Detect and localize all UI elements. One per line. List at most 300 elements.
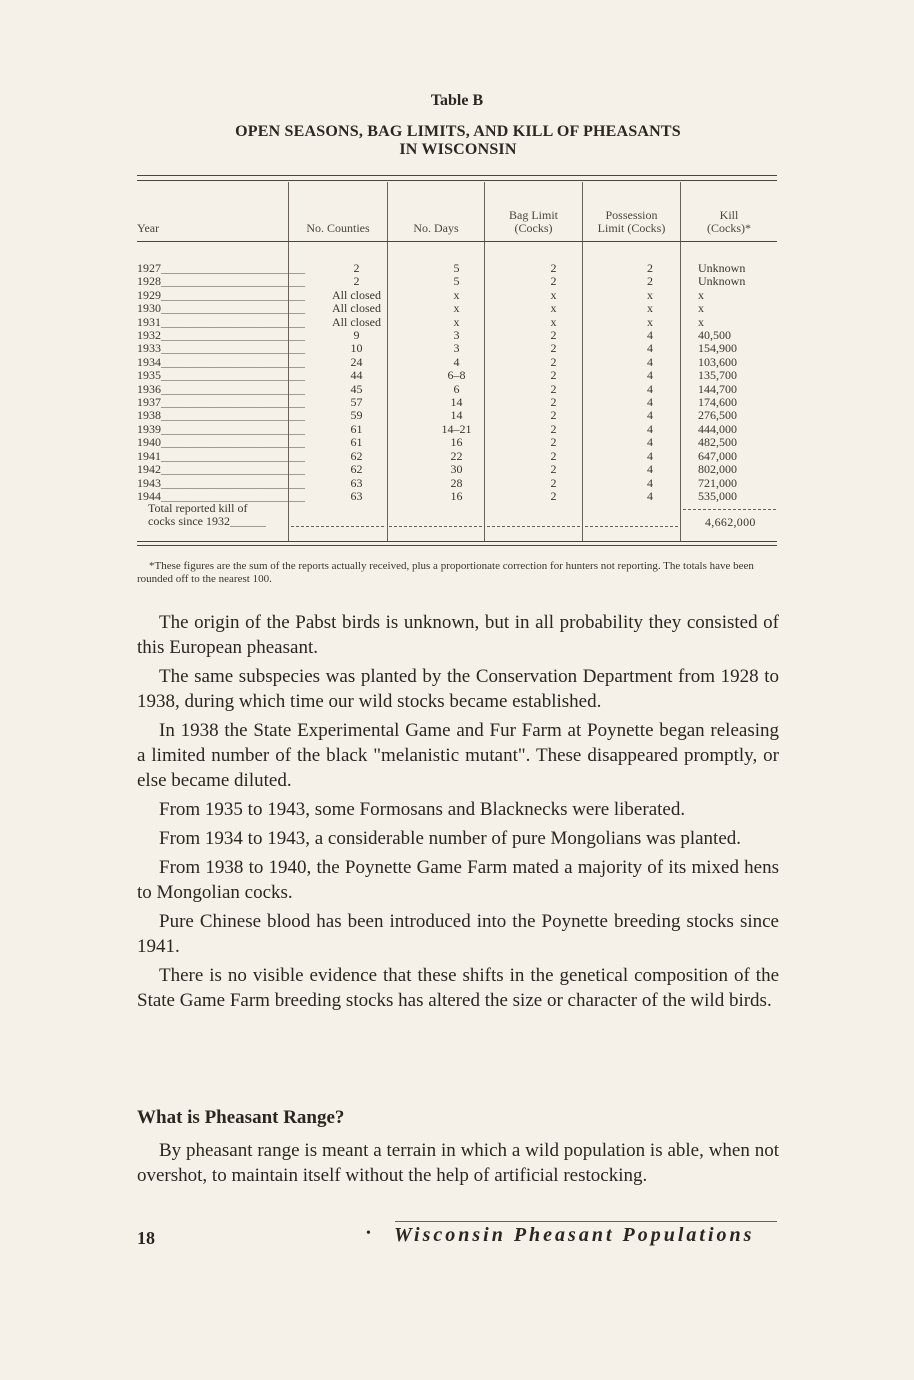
dashed-blank — [487, 526, 580, 527]
days-cell-text: 22 — [450, 448, 463, 463]
bag-limit-cell-text: 2 — [550, 328, 557, 343]
possession-limit-cell — [602, 275, 698, 288]
year-cell-text: 1939 — [137, 421, 161, 436]
table-top-rule-inner — [137, 180, 777, 181]
header-days: No. Days — [413, 221, 459, 235]
kill-cell — [698, 450, 795, 463]
counties-cell-text: 2 — [353, 274, 360, 289]
running-title: Wisconsin Pheasant Populations — [394, 1224, 755, 1246]
year-cell — [137, 356, 305, 369]
table-row — [137, 450, 795, 463]
leader-dots: ________________________ — [161, 328, 305, 343]
days-cell-text: 5 — [453, 274, 460, 289]
year-cell — [137, 316, 305, 329]
possession-limit-cell — [602, 316, 698, 329]
days-cell — [408, 329, 505, 342]
data-table — [137, 262, 795, 503]
days-cell — [408, 436, 505, 449]
possession-limit-cell — [602, 302, 698, 315]
bag-limit-cell-text: 2 — [550, 381, 557, 396]
leader-dots: ________________________ — [161, 381, 305, 396]
section-body — [137, 1138, 779, 1188]
bag-limit-cell — [505, 490, 602, 503]
bag-limit-cell-text: 2 — [550, 368, 557, 383]
paragraph: There is no visible evidence that these shifts in the genetical composition of the State Game Farm breeding stocks has altered the size or character of the wild birds. — [137, 965, 779, 1011]
year-cell — [137, 450, 305, 463]
kill-cell-text: Unknown — [698, 261, 746, 275]
kill-cell-text: 154,900 — [698, 341, 737, 356]
bag-limit-cell-text: 2 — [550, 462, 557, 477]
kill-cell — [698, 289, 795, 302]
total-label-text: cocks since 1932 — [148, 514, 230, 528]
possession-limit-cell-text: x — [647, 287, 653, 302]
counties-cell-text: 44 — [350, 368, 363, 383]
counties-cell-text: All closed — [332, 314, 381, 329]
leader-dots: ________________________ — [161, 408, 305, 423]
counties-cell — [305, 423, 408, 436]
possession-limit-cell-text: 2 — [647, 274, 653, 289]
bag-limit-cell-text: 2 — [550, 475, 557, 490]
counties-cell — [305, 490, 408, 503]
kill-cell — [698, 490, 795, 503]
days-cell — [408, 423, 505, 436]
kill-cell — [698, 369, 795, 382]
leader-dots: ______ — [229, 514, 266, 528]
year-cell — [137, 396, 305, 409]
possession-limit-cell-text: 4 — [647, 408, 653, 423]
total-label-line-2 — [148, 515, 266, 528]
leader-dots: ________________________ — [161, 462, 305, 477]
bag-limit-cell — [505, 409, 602, 422]
leader-dots: ________________________ — [161, 301, 305, 316]
days-cell — [408, 383, 505, 396]
counties-cell — [305, 289, 408, 302]
kill-cell — [698, 409, 795, 422]
paragraph: From 1934 to 1943, a considerable number of pure Mongolians was planted. — [159, 828, 742, 849]
paragraph: From 1935 to 1943, some Formosans and Blacknecks were liberated. — [159, 799, 686, 820]
kill-cell — [698, 423, 795, 436]
leader-dots: ________________________ — [161, 448, 305, 463]
counties-cell — [305, 302, 408, 315]
year-cell-text: 1942 — [137, 462, 161, 477]
year-cell — [137, 329, 305, 342]
header-bag-limit — [485, 209, 582, 235]
days-cell-text: 30 — [450, 462, 463, 477]
bag-limit-cell — [505, 450, 602, 463]
possession-limit-cell-text: 2 — [647, 261, 653, 275]
possession-limit-cell — [602, 383, 698, 396]
leader-dots: ________________________ — [161, 475, 305, 490]
days-cell — [408, 342, 505, 355]
days-cell — [408, 463, 505, 476]
days-cell-text: 14 — [450, 395, 463, 410]
table-row — [137, 329, 795, 342]
bag-limit-cell-text: 2 — [550, 488, 557, 503]
kill-cell — [698, 383, 795, 396]
days-cell-text: 3 — [453, 341, 460, 356]
days-cell-text: 6–8 — [447, 368, 466, 383]
kill-cell — [698, 329, 795, 342]
bag-limit-cell — [505, 302, 602, 315]
bag-limit-cell-text: 2 — [550, 261, 557, 275]
counties-cell — [305, 436, 408, 449]
days-cell — [408, 356, 505, 369]
paragraph: From 1938 to 1940, the Poynette Game Farm mated a majority of its mixed hens to Mongolian cocks. — [137, 857, 779, 903]
counties-cell-text: 61 — [350, 435, 363, 450]
table-row — [137, 436, 795, 449]
bag-limit-cell — [505, 262, 602, 275]
bag-limit-cell — [505, 463, 602, 476]
year-cell — [137, 262, 305, 275]
leader-dots: ________________________ — [161, 488, 305, 503]
paragraph: In 1938 the State Experimental Game and Fur Farm at Poynette began releasing a limited number of the black "melanistic mutant". These disappeared promptly, or else became diluted. — [137, 720, 779, 791]
kill-cell-text: x — [698, 314, 704, 329]
bag-limit-cell-text: x — [550, 314, 557, 329]
possession-limit-cell — [602, 356, 698, 369]
days-cell-text: 6 — [453, 381, 460, 396]
header-bag-limit-line-2: (Cocks) — [514, 221, 553, 235]
dashed-blank — [585, 526, 678, 527]
possession-limit-cell — [602, 450, 698, 463]
bag-limit-cell-text: 2 — [550, 395, 557, 410]
header-kill-line-1: Kill — [719, 208, 739, 222]
days-cell — [408, 262, 505, 275]
days-cell-text: 3 — [453, 328, 460, 343]
kill-cell-text: 444,000 — [698, 421, 737, 436]
counties-cell — [305, 275, 408, 288]
header-rule — [137, 241, 777, 242]
counties-cell — [305, 316, 408, 329]
table-row — [137, 396, 795, 409]
possession-limit-cell-text: 4 — [647, 341, 653, 356]
bag-limit-cell-text: 2 — [550, 408, 557, 423]
days-cell — [408, 409, 505, 422]
possession-limit-cell — [602, 369, 698, 382]
possession-limit-cell-text: x — [647, 301, 653, 316]
possession-limit-cell — [602, 342, 698, 355]
days-cell-text: x — [453, 314, 460, 329]
days-cell — [408, 289, 505, 302]
header-counties: No. Counties — [306, 221, 370, 235]
bag-limit-cell-text: 2 — [550, 341, 557, 356]
table-row — [137, 302, 795, 315]
possession-limit-cell — [602, 289, 698, 302]
total-value: 4,662,000 — [705, 515, 756, 529]
bag-limit-cell — [505, 316, 602, 329]
counties-cell-text: 63 — [350, 475, 363, 490]
leader-dots: ________________________ — [161, 421, 305, 436]
possession-limit-cell — [602, 329, 698, 342]
bag-limit-cell — [505, 423, 602, 436]
kill-cell-text: 647,000 — [698, 448, 737, 463]
table-title-line-2: IN WISCONSIN — [399, 141, 517, 158]
year-cell — [137, 423, 305, 436]
table-row — [137, 262, 795, 275]
section-heading: What is Pheasant Range? — [137, 1107, 345, 1128]
year-cell-text: 1936 — [137, 381, 161, 396]
counties-cell — [305, 383, 408, 396]
year-cell-text: 1929 — [137, 287, 161, 302]
possession-limit-cell-text: 4 — [647, 354, 653, 369]
year-cell-text: 1943 — [137, 475, 161, 490]
leader-dots: ________________________ — [161, 368, 305, 383]
possession-limit-cell-text: 4 — [647, 395, 653, 410]
year-cell — [137, 409, 305, 422]
possession-limit-cell — [602, 423, 698, 436]
counties-cell-text: 62 — [350, 462, 363, 477]
bag-limit-cell-text: 2 — [550, 354, 557, 369]
possession-limit-cell — [602, 262, 698, 275]
dashed-blank — [291, 526, 384, 527]
paragraph: By pheasant range is meant a terrain in which a wild population is able, when not overshot, to maintain itself without the help of artificial restocking. — [137, 1140, 779, 1186]
counties-cell-text: 61 — [350, 421, 363, 436]
possession-limit-cell — [602, 436, 698, 449]
possession-limit-cell-text: 4 — [647, 381, 653, 396]
bag-limit-cell — [505, 477, 602, 490]
year-cell — [137, 463, 305, 476]
kill-cell-text: 144,700 — [698, 381, 737, 396]
kill-cell-text: 103,600 — [698, 354, 737, 369]
bag-limit-cell — [505, 396, 602, 409]
paragraph: The origin of the Pabst birds is unknown, but in all probability they consisted of this European pheasant. — [137, 612, 779, 658]
kill-cell-text: 482,500 — [698, 435, 737, 450]
counties-cell — [305, 356, 408, 369]
leader-dots: ________________________ — [161, 261, 305, 275]
bag-limit-cell-text: 2 — [550, 421, 557, 436]
kill-cell-text: 802,000 — [698, 462, 737, 477]
counties-cell — [305, 369, 408, 382]
year-cell — [137, 275, 305, 288]
year-cell — [137, 383, 305, 396]
header-possession-line-2: Limit (Cocks) — [597, 221, 666, 235]
kill-cell-text: 721,000 — [698, 475, 737, 490]
table-title — [137, 123, 779, 159]
bag-limit-cell — [505, 356, 602, 369]
kill-cell — [698, 396, 795, 409]
dashed-blank — [389, 526, 482, 527]
table-top-rule — [137, 175, 777, 176]
year-cell — [137, 342, 305, 355]
table-row — [137, 383, 795, 396]
possession-limit-cell — [602, 409, 698, 422]
table-row — [137, 342, 795, 355]
header-bag-limit-line-1: Bag Limit — [509, 208, 558, 222]
leader-dots: ________________________ — [161, 274, 305, 289]
possession-limit-cell — [602, 463, 698, 476]
leader-dots: ________________________ — [161, 354, 305, 369]
year-cell-text: 1935 — [137, 368, 161, 383]
counties-cell — [305, 396, 408, 409]
table-row — [137, 423, 795, 436]
kill-cell — [698, 342, 795, 355]
bag-limit-cell-text: x — [550, 287, 557, 302]
year-cell-text: 1927 — [137, 261, 161, 275]
counties-cell-text: 59 — [350, 408, 363, 423]
year-cell-text: 1938 — [137, 408, 161, 423]
table-row — [137, 275, 795, 288]
kill-cell — [698, 302, 795, 315]
possession-limit-cell-text: 4 — [647, 328, 653, 343]
bag-limit-cell-text: 2 — [550, 448, 557, 463]
counties-cell-text: 2 — [353, 261, 360, 275]
table-row — [137, 356, 795, 369]
counties-cell-text: All closed — [332, 301, 381, 316]
counties-cell-text: 45 — [350, 381, 363, 396]
leader-dots: ________________________ — [161, 314, 305, 329]
footer-rule — [395, 1221, 777, 1222]
kill-cell-text: x — [698, 287, 704, 302]
bag-limit-cell-text: 2 — [550, 435, 557, 450]
days-cell-text: 5 — [453, 261, 460, 275]
page-number: 18 — [137, 1228, 155, 1248]
total-label-line-1: Total reported kill of — [148, 501, 248, 515]
days-cell — [408, 477, 505, 490]
table-row — [137, 316, 795, 329]
year-cell-text: 1928 — [137, 274, 161, 289]
paragraph: The same subspecies was planted by the Conservation Department from 1928 to 1938, during which time our wild stocks became established. — [137, 666, 779, 712]
year-cell-text: 1933 — [137, 341, 161, 356]
counties-cell-text: All closed — [332, 287, 381, 302]
kill-cell — [698, 262, 795, 275]
year-cell-text: 1937 — [137, 395, 161, 410]
counties-cell-text: 63 — [350, 488, 363, 503]
table-bottom-rule — [137, 541, 777, 542]
days-cell-text: 4 — [453, 354, 460, 369]
year-cell-text: 1930 — [137, 301, 161, 316]
year-cell — [137, 302, 305, 315]
year-cell — [137, 477, 305, 490]
year-cell-text: 1934 — [137, 354, 161, 369]
leader-dots: ________________________ — [161, 395, 305, 410]
days-cell — [408, 302, 505, 315]
bag-limit-cell — [505, 275, 602, 288]
total-rule — [683, 509, 776, 510]
days-cell-text: x — [453, 287, 460, 302]
year-cell-text: 1932 — [137, 328, 161, 343]
year-cell-text: 1931 — [137, 314, 161, 329]
days-cell — [408, 369, 505, 382]
days-cell — [408, 275, 505, 288]
kill-cell-text: 276,500 — [698, 408, 737, 423]
year-cell — [137, 436, 305, 449]
kill-cell-text: x — [698, 301, 704, 316]
year-cell-text: 1941 — [137, 448, 161, 463]
paragraph: Pure Chinese blood has been introduced into the Poynette breeding stocks since 1941. — [137, 911, 779, 957]
kill-cell-text: 535,000 — [698, 488, 737, 503]
bag-limit-cell-text: x — [550, 301, 557, 316]
kill-cell-text: 40,500 — [698, 328, 731, 343]
table-body — [137, 262, 795, 503]
possession-limit-cell — [602, 477, 698, 490]
possession-limit-cell-text: 4 — [647, 488, 653, 503]
counties-cell — [305, 450, 408, 463]
table-row — [137, 463, 795, 476]
bag-limit-cell — [505, 342, 602, 355]
header-possession-limit — [583, 209, 680, 235]
possession-limit-cell-text: x — [647, 314, 653, 329]
counties-cell — [305, 342, 408, 355]
table-row — [137, 369, 795, 382]
footer-bullet: • — [366, 1226, 371, 1241]
possession-limit-cell-text: 4 — [647, 368, 653, 383]
kill-cell-text: Unknown — [698, 274, 746, 289]
body-text — [137, 610, 779, 1013]
leader-dots: ________________________ — [161, 435, 305, 450]
table-bottom-rule-inner — [137, 545, 777, 546]
bag-limit-cell-text: 2 — [550, 274, 557, 289]
bag-limit-cell — [505, 436, 602, 449]
header-kill-line-2: (Cocks)* — [707, 221, 751, 235]
kill-cell-text: 135,700 — [698, 368, 737, 383]
year-cell — [137, 369, 305, 382]
days-cell — [408, 316, 505, 329]
possession-limit-cell-text: 4 — [647, 475, 653, 490]
bag-limit-cell — [505, 329, 602, 342]
table-footnote: *These figures are the sum of the reports actually received, plus a proportionate correction for hunters not reporting. The totals have been rounded off to the nearest 100. — [137, 560, 754, 585]
days-cell-text: 14 — [450, 408, 463, 423]
table-row — [137, 409, 795, 422]
possession-limit-cell-text: 4 — [647, 448, 653, 463]
header-kill — [681, 209, 777, 235]
days-cell-text: x — [453, 301, 460, 316]
days-cell-text: 28 — [450, 475, 463, 490]
counties-cell — [305, 463, 408, 476]
possession-limit-cell-text: 4 — [647, 421, 653, 436]
kill-cell — [698, 316, 795, 329]
kill-cell — [698, 275, 795, 288]
table-row — [137, 477, 795, 490]
days-cell — [408, 490, 505, 503]
possession-limit-cell-text: 4 — [647, 435, 653, 450]
table-label: Table B — [430, 92, 484, 109]
year-cell-text: 1940 — [137, 435, 161, 450]
possession-limit-cell-text: 4 — [647, 462, 653, 477]
days-cell — [408, 450, 505, 463]
kill-cell — [698, 477, 795, 490]
header-possession-line-1: Possession — [605, 208, 658, 222]
counties-cell — [305, 409, 408, 422]
counties-cell — [305, 329, 408, 342]
header-year: Year — [137, 221, 160, 235]
bag-limit-cell — [505, 369, 602, 382]
bag-limit-cell — [505, 383, 602, 396]
bag-limit-cell — [505, 289, 602, 302]
days-cell-text: 16 — [450, 488, 463, 503]
kill-cell — [698, 356, 795, 369]
counties-cell-text: 10 — [350, 341, 363, 356]
leader-dots: ________________________ — [161, 341, 305, 356]
counties-cell-text: 9 — [353, 328, 360, 343]
kill-cell-text: 174,600 — [698, 395, 737, 410]
counties-cell-text: 24 — [350, 354, 363, 369]
counties-cell — [305, 262, 408, 275]
counties-cell-text: 62 — [350, 448, 363, 463]
days-cell-text: 16 — [450, 435, 463, 450]
counties-cell-text: 57 — [350, 395, 363, 410]
counties-cell — [305, 477, 408, 490]
year-cell-text: 1944 — [137, 488, 161, 503]
table-title-line-1: OPEN SEASONS, BAG LIMITS, AND KILL OF PHEASANTS — [235, 123, 681, 140]
kill-cell — [698, 463, 795, 476]
table-row — [137, 289, 795, 302]
leader-dots: ________________________ — [161, 287, 305, 302]
possession-limit-cell — [602, 396, 698, 409]
year-cell — [137, 289, 305, 302]
possession-limit-cell — [602, 490, 698, 503]
days-cell-text: 14–21 — [441, 421, 472, 436]
kill-cell — [698, 436, 795, 449]
days-cell — [408, 396, 505, 409]
